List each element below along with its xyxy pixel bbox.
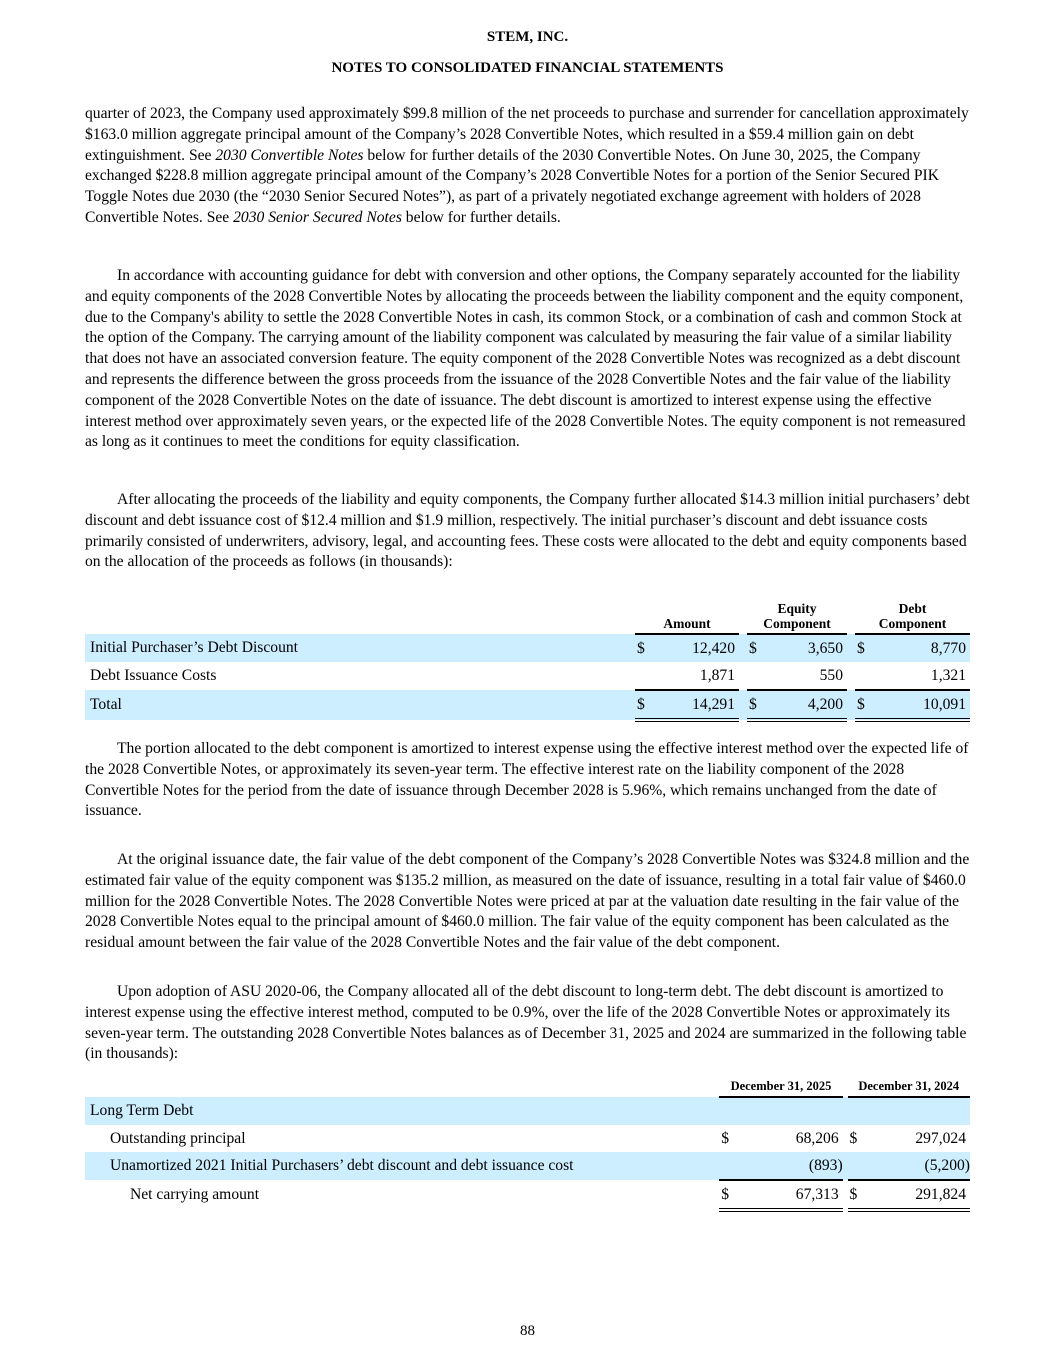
dollar-sign: $ <box>635 690 649 720</box>
row-label: Unamortized 2021 Initial Purchasers’ debt discount and debt issuance cost <box>85 1152 719 1180</box>
dollar-sign: $ <box>848 1180 862 1210</box>
p1-ref-2030-senior-secured-notes: 2030 Senior Secured Notes <box>233 208 402 226</box>
debt-value: 1,321 <box>869 662 970 690</box>
value-2025: (893) <box>733 1152 842 1180</box>
table-row <box>85 1125 970 1152</box>
equity-value: 550 <box>761 662 847 690</box>
balance-table <box>85 1067 970 1212</box>
p4-text: The portion allocated to the debt component is amortized to interest expense using the effective interest method over the expected life of the 2028 Convertible Notes, or approximately its seven-year term. The effective interest rate on the liability component of the 2028 Convertible Notes for the period from the date of issuance through December 2028 is 5.96%, which remains unchanged from the date of issuance. <box>85 740 969 820</box>
equity-value: 4,200 <box>761 690 847 720</box>
value-2024: (5,200) <box>861 1152 970 1180</box>
company-name: STEM, INC. <box>486 29 569 45</box>
dollar-sign: $ <box>855 634 869 662</box>
dollar-sign: $ <box>849 1129 858 1147</box>
page-number: 88 <box>520 1323 535 1339</box>
paragraph-2 <box>85 266 970 453</box>
section-row <box>85 1097 970 1125</box>
row-label: Net carrying amount <box>130 1186 260 1203</box>
section-label: Long Term Debt <box>85 1097 719 1125</box>
dollar-sign: $ <box>747 690 761 720</box>
value-2024: 297,024 <box>915 1129 966 1147</box>
header-debt-component <box>855 598 970 634</box>
balance-header-row <box>85 1067 970 1097</box>
p3-text: After allocating the proceeds of the liability and equity components, the Company further allocated $14.3 million initial purchasers’ debt discount and debt issuance cost of $12.4 million and $1.9 million, respectively. The initial purchaser’s discount and debt issuance costs primarily consisted of underwriters, advisory, legal, and accounting fees. These costs were allocated to the debt and equity components based on the allocation of the proceeds as follows (in thousands): <box>85 491 970 571</box>
amount-value: 12,420 <box>649 634 739 662</box>
value-2024: 291,824 <box>861 1180 970 1210</box>
value-2025: 67,313 <box>733 1180 842 1210</box>
debt-value: 10,091 <box>869 690 970 720</box>
dollar-sign: $ <box>855 690 869 720</box>
header-equity-line1: Equity <box>777 601 817 616</box>
header-debt-line2: Component <box>878 616 947 631</box>
amount-value: 14,291 <box>649 690 739 720</box>
table-row <box>85 634 970 662</box>
table-row <box>85 1152 970 1180</box>
allocation-table <box>85 598 970 722</box>
debt-value: 8,770 <box>869 634 970 662</box>
table-row <box>85 662 970 690</box>
p1-text-e: below for further details. <box>401 208 561 226</box>
header-dec-31-2024: December 31, 2024 <box>848 1067 970 1097</box>
paragraph-4 <box>85 739 970 822</box>
header-equity-component <box>747 598 847 634</box>
table-row-total <box>85 1180 970 1210</box>
row-label: Debt Issuance Costs <box>90 667 217 684</box>
header-debt-line1: Debt <box>898 601 927 616</box>
p5-text: At the original issuance date, the fair value of the debt component of the Company’s 2028 Convertible Notes was $324.8 million and the estimated fair value of the equity component was $135.2 million, as measured on the date of issuance, resulting in a total fair value of $460.0 million for the 2028 Convertible Notes. The 2028 Convertible Notes were priced at par at the valuation date resulting in the fair value of the 2028 Convertible Notes equal to the principal amount of $460.0 million. The fair value of the equity component has been calculated as the residual amount between the fair value of the 2028 Convertible Notes and the fair value of the debt component. <box>85 851 970 952</box>
p1-ref-2030-convertible-notes: 2030 Convertible Notes <box>215 146 364 164</box>
dollar-sign: $ <box>721 1129 730 1147</box>
p6-text: Upon adoption of ASU 2020-06, the Company allocated all of the debt discount to long-term debt. The debt discount is amortized to interest expense using the effective interest method, computed to be 0.9%, over the life of the 2028 Convertible Notes or approximately its seven-year term. The outstanding 2028 Convertible Notes balances as of December 31, 2025 and 2024 are summarized in the following table (in thousands): <box>85 983 967 1063</box>
table-row-total <box>85 690 970 720</box>
dollar-sign: $ <box>635 634 649 662</box>
dollar-sign: $ <box>719 1180 733 1210</box>
row-label: Total <box>85 690 635 720</box>
dollar-sign: $ <box>747 634 761 662</box>
paragraph-5 <box>85 850 970 954</box>
row-label: Outstanding principal <box>110 1129 246 1147</box>
row-label: Initial Purchaser’s Debt Discount <box>85 634 635 662</box>
amount-value: 1,871 <box>649 662 739 690</box>
p1-text-a: quarter of 2023, the Company used approximately $99.8 million of the net proceeds to purchase and surrender for cancellation approximately $163.0 million aggregate principal amount of the Company’s 2028 Convertible Notes, which resulted in a $59.4 million gain on debt extinguishment. See <box>85 105 969 164</box>
paragraph-6 <box>85 982 970 1065</box>
header-dec-31-2025: December 31, 2025 <box>719 1067 842 1097</box>
section-title: NOTES TO CONSOLIDATED FINANCIAL STATEMENTS <box>331 60 724 76</box>
p1-text-c: below for further details of the 2030 Convertible Notes. On June 30, 2025, the Company exchanged $228.8 million aggregate principal amount of the Company’s 2028 Convertible Notes for a portion of the Senior Secured PIK Toggle Notes due 2030 (the “2030 Senior Secured Notes”), as part of a privately negotiated exchange agreement with holders of 2028 Convertible Notes. See <box>85 146 939 226</box>
equity-value: 3,650 <box>761 634 847 662</box>
p2-text: In accordance with accounting guidance for debt with conversion and other options, the Company separately accounted for the liability and equity components of the 2028 Convertible Notes by allocating the proceeds between the liability component and the equity component, due to the Company's ability to settle the 2028 Convertible Notes in cash, its common Stock, or a combination of cash and common Stock at the option of the Company. The carrying amount of the liability component was calculated by measuring the fair value of a similar liability that does not have an associated conversion feature. The equity component of the 2028 Convertible Notes was recognized as a debt discount and represents the difference between the gross proceeds from the issuance of the 2028 Convertible Notes and the fair value of the liability component of the 2028 Convertible Notes on the date of issuance. The debt discount is amortized to interest expense using the effective interest method over approximately seven years, or the expected life of the 2028 Convertible Notes. The equity component is not remeasured as long as it continues to meet the conditions for equity classification. <box>85 267 966 451</box>
value-2025: 68,206 <box>795 1129 839 1147</box>
header-amount: Amount <box>635 598 739 634</box>
paragraph-3 <box>85 490 970 573</box>
paragraph-1 <box>85 104 970 229</box>
allocation-header-row <box>85 598 970 634</box>
header-equity-line2: Component <box>763 616 831 631</box>
